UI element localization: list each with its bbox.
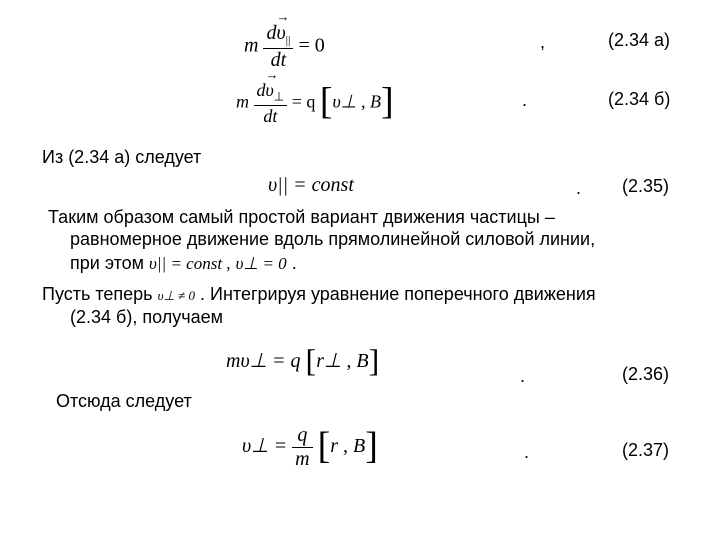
eq3-punct: . [576,178,582,198]
eq2-punct: . [522,90,528,110]
eq2-bracket-content: υ⊥ , B [332,91,381,112]
text-line2b: равномерное движение вдоль прямолинейной силовой линии, [70,229,596,249]
eq4-number: (2.36) [622,364,670,384]
text-line1: Из (2.34 а) следует [42,147,202,167]
eq5-punct: . [524,442,530,462]
eq2-fraction: $\frac{d\to \upsilon_\perp}{dt}$ [254,80,288,127]
text-line3b: (2.34 б), получаем [70,307,223,327]
eq1-punct: , [540,32,546,52]
text-line2a: Таким образом самый простой вариант движения частицы – [48,207,555,227]
eq2-number: (2.34 б) [608,89,671,109]
equation-2-37: υ⊥ = $\frac{q}{m}$ [r , B] [242,424,378,470]
eq1-coef: m [244,34,259,57]
eq4-punct: . [520,366,526,386]
equation-2-35: υ|| = const [268,174,354,196]
text-line2c: при этом υ|| = const , υ⊥ = 0 . [70,253,297,273]
eq1-number: (2.34 а) [608,30,671,50]
text-line4: Отсюда следует [56,391,192,411]
eq3-number: (2.35) [622,176,670,196]
eq5-number: (2.37) [622,440,670,460]
text-line3a: Пусть теперь υ⊥ ≠ 0 . Интегрируя уравнение поперечного движения [42,284,596,304]
equation-2-34a [244,22,325,72]
equation-2-36: mυ⊥ = q [r⊥ , B] [226,342,380,378]
eq1-rhs: = 0 [298,34,325,57]
eq1-fraction: $\frac{d\to \upsilon_{||}}{dt}$ [263,22,293,72]
equation-2-34b: m $\frac{d\to \upsilon_\perp}{dt}$ = q [υ⊥ , B] [236,80,394,127]
